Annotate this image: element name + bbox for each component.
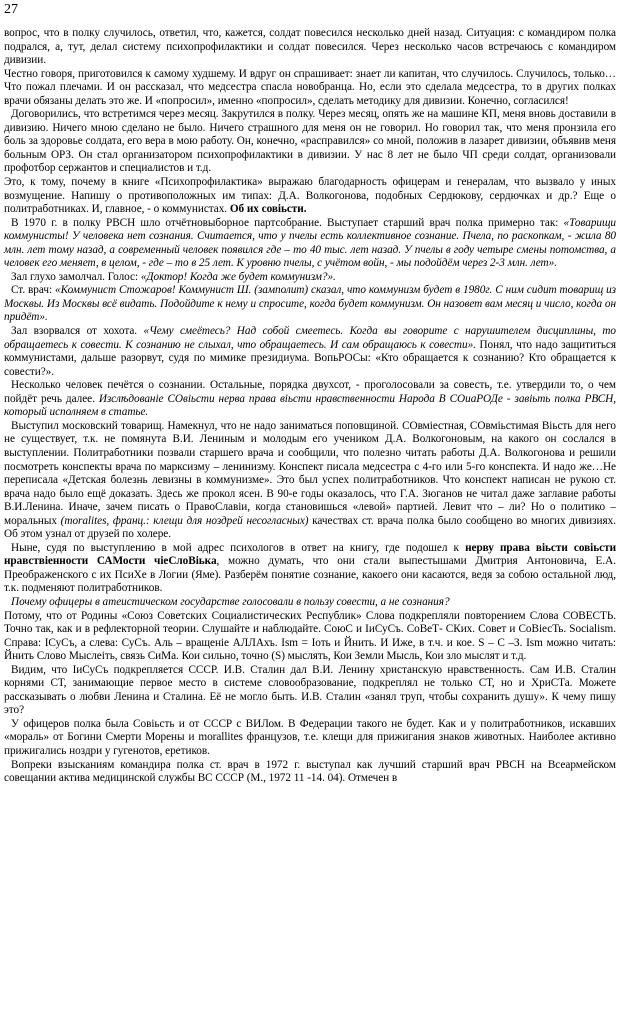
text-segment: вопрос, что в полку случилось, ответил, что, кажется, солдат повесился несколько дней назад. Ситуация: с командиром полка подрался, а, тут, делал систему психопрофилактики и солдат повесился. Через несколько часов встречаюсь с командиром дивизии. (4, 27, 616, 67)
paragraph-p1 (4, 27, 616, 68)
text-segment: Несколько человек печётся о сознании. Остальные, порядка двухсот, - проголосовали за совесть, т.е. утвердили то, о чем пойдёт речь далее. (4, 379, 616, 405)
paragraph-p9 (4, 379, 616, 420)
text-segment: Ныне, судя по выступлению в мой адрес психологов в ответ на книгу, где подошел к (11, 541, 466, 554)
paragraph-p11 (4, 542, 616, 596)
document-body (4, 27, 616, 786)
paragraph-p12 (4, 596, 616, 610)
paragraph-p4 (4, 176, 616, 217)
text-segment: Видим, что IиСуСъ подкрепляется СССР. И.В. Сталин дал В.И. Ленину христанскую нравственность. Сам И.В. Сталин корнями СТ, занимающие первое место в системе словообразование, подкреплял не только СТ, но и ХриСТа. Можете рассказывать о любви Ленина и Сталина. Её не могло быть. И.В. Сталин «занял труп, чтобы сохранить душу». К чему пишу это? (4, 663, 616, 717)
text-segment: «Коммунист Стожаров! Коммунист Ш. (замполит) сказал, что коммунизм будет в 1980г. С ним сидит товарищ из Москвы. Из Москвы всё видать. Подойдите к нему и спросите, когда будет коммунизм. Он назовет вам месяц и число, когда он придёт». (4, 284, 616, 324)
paragraph-p6 (4, 271, 616, 285)
text-segment: В 1970 г. в полку РВСН шло отчётновыборное партсобрание. Выступает старший врач полка примерно так: (11, 216, 564, 229)
text-segment: Ст. врач: (11, 284, 56, 297)
text-segment: Об их совіьсти. (229, 203, 307, 216)
paragraph-p5 (4, 217, 616, 271)
text-segment: «Чему смеётесь? Над собой смеетесь. Когда вы говорите с нарушителем дисциплины, то обращаетесь к совести. К сознанию не слыхал, что обращаетесь. И сам обращаюсь к совести». (4, 325, 616, 351)
paragraph-p10 (4, 420, 616, 542)
paragraph-p2 (4, 68, 616, 109)
text-segment: Это, к тому, почему в книге «Психопрофилактика» выражаю благодарность офицерам и генералам, что вызвало у иных возмущение. Напишу о противоположных им типах: Д.А. Волкогонова, подобных Сердюкову, сердючках и др.? Еще о политработниках. И, главное, - о коммунистах. (4, 176, 616, 216)
text-segment: Выступил московский товарищ. Намекнул, что не надо заниматься поповщиной. СОвмiестная, СОвмiьстимая Віьсть для него не существует, т.к. не помянута В.И. Лениным и молодым его учеником Д.А. Волкогоновым, на какого он сослался в выступлении. Политработники позвали старшего врача и сообщили, что полезно читать работы Д.А. Волкогонова и решили посмотреть конспекты врача по марксизму – ленинизму. Конспект писала медсестра с 4-го или 5-го конспекта. И надо же…Не переписала «Детская болезнь левизны в коммунизме». Это был успех политработников. Что конспект написан не рукою ст. врача надо было ещё доказать. Здесь же прокол ясен. В 90-е годы оказалось, что Г.А. Зюганов не читал даже заглавие работы В.И.Ленина. Иначе, зачем писать о ПравоСлавіи, когда становишься «левой» партией. Левит что – ли? Но о политико – моральных (4, 419, 616, 527)
text-segment: Честно говоря, приготовился к самому худшему. И вдруг он спрашивает: знает ли капитан, что случилось. Случилось, только…Что пожал плечами. И он рассказал, что медсестра спасла новобранца. Но, если это сделала медсестра, то в других полках врачи обязаны делать это же. И «попросил», именно «попросил», сделать методику для дивизии. Конечно, согласился! (4, 67, 616, 107)
text-segment: Зал взорвался от хохота. (11, 325, 144, 338)
text-segment: У офицеров полка была Совіьсть и от СССР с ВИЛом. В Федерации такого не будет. Как и у политработников, искавших «мораль» от Богини Смерти Морены и morallites французов, т.е. клещи для прижигания знаков животных. Наиболее активно прижигались ноздри у гугенотов, еретиков. (4, 717, 616, 757)
paragraph-p8 (4, 325, 616, 379)
paragraph-p7 (4, 284, 616, 325)
paragraph-p15 (4, 718, 616, 759)
paragraph-p16 (4, 759, 616, 786)
text-segment: нерву права віьсти совіьсти нравствiенности САМости чieСлоВіька (4, 541, 616, 568)
text-segment: Понял, что надо защититься коммунистами, дальше разорвут, судя по мимике президиума. ВопьРОСы: «Кто обращается к сознанию? Кто обращается к совести?». (4, 338, 616, 378)
text-segment: Вопреки взысканиям командира полка ст. врач в 1972 г. выступал как лучший старший врач РВСН на Всеармейском совещании актива медицинской службы ВС СССР (М., 1972 11 -14. 04). Отмечен в (4, 758, 616, 785)
text-segment: (moralites, франц.: клещи для ноздрей несогласных) (60, 514, 309, 527)
text-segment: Договорились, что встретимся через месяц. Закрутился в полку. Через месяц, опять же на машине КП, меня вновь доставили в дивизию. Ничего мною сделано не было. Ничего страшного для меня он не говорил. Но говорил так, что меня пронзила его боль за здоровье солдата, его вера в мою работу. Он, конечно, «расправился» со мной, положив в лазарет дивизии, объявив меня больным ОРЗ. Он стал организатором психопрофилактики в дивизии. У нас 8 лет не было ЧП среди солдат, организовали профотбор сержантов и специалистов и т.д. (4, 108, 616, 175)
text-segment: , можно думать, что они стали выпестышами Дмитрия Антоновича, Е.А. Преображенского с их ПсиХе в Логии (Яме). Разберём понятие сознание, какоего они касаются, ведя за собою остальной люд, т.к. подменяют политработников. (4, 555, 616, 595)
paragraph-p13 (4, 610, 616, 664)
text-segment: качествах ст. врача полка было сообщено во многих дивизиях. Об этом узнал от друзей по холере. (4, 514, 616, 541)
text-segment: Изслѣдованiе СОвіьсти нерва права віьсти нравственности Народа В СОиаРОДе - завіьть полка РВСН, который исполняем в статье. (4, 392, 616, 419)
text-segment: «Доктор! Когда же будет коммунизм?». (140, 270, 336, 283)
text-segment: «Товарищи коммунисты! У человека нет сознания. Считается, что у пчелы есть коллективное сознание. Пчела, по раскопкам, - жила 80 млн. лет тому назад, а современный человек появился где – то 40 тыс. лет назад. У пчелы в году четыре смены потомства, а человек его меняет, в целом, - где – то в 25 лет. К уровню пчелы, с учётом войн, - мы подойдём через 2-3 млн. лет». (4, 216, 616, 270)
page-number: 27 (4, 2, 18, 17)
paragraph-p14 (4, 664, 616, 718)
text-segment: Почему офицеры в атеистическом государстве голосовали в пользу совести, а не сознания? (11, 595, 450, 608)
text-segment: Зал глухо замолчал. Голос: (11, 270, 141, 283)
text-segment: Потому, что от Родины «Союз Советских Социалистических Республик» Слова подкрепляли повторением Слова СОВЕСТЬ. Точно так, как и в рефлекторной теории. Слушайте и наблюдайте. СоюС и IиСуСъ. СоВеТ- СКих. Совет и СоВiесТь. Socialism. Справа: IСуСъ, а слева: СуСъ. Аль – вращенiе АЛЛАхъ. Ism = Iоть и Йнить. И Иже, в т.ч. и кое. S – С –З. Ism можно читать: Йнить Слово Мыслеiть, связь СиМа. Кои сильно, точно (S) мыслять, Кои Земли Мысль, Кои зло мыслят и т.д. (4, 609, 616, 663)
paragraph-p3 (4, 108, 616, 176)
